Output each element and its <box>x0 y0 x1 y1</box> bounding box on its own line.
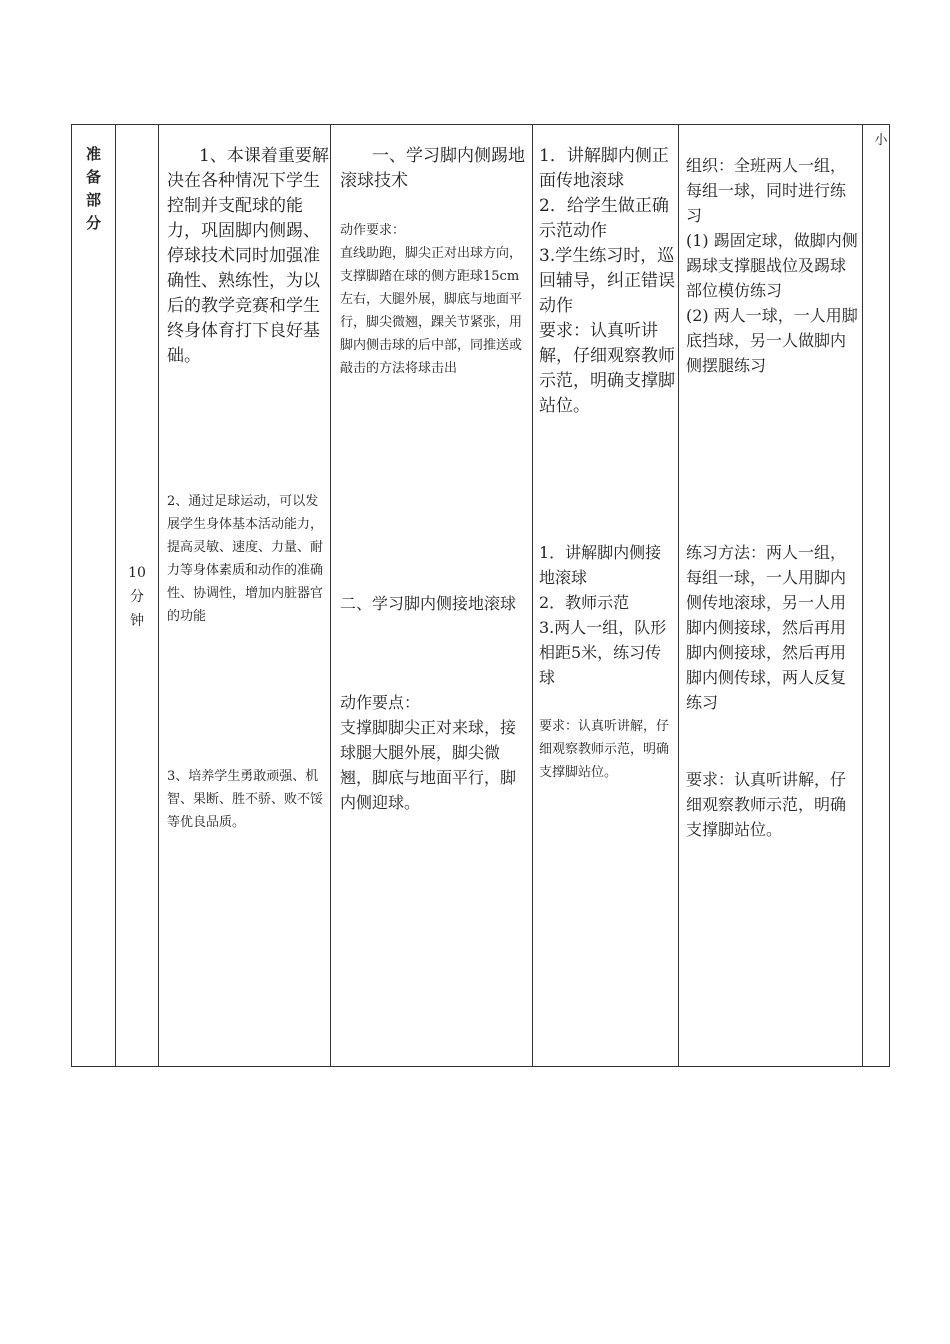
teacher-step: 3.学生练习时，巡回辅导，纠正错误动作 <box>539 246 675 316</box>
student-exercise: (1) 踢固定球，做脚内侧踢球支撑腿战位及踢球部位模仿练习 <box>686 231 858 300</box>
teacher-step: 2．教师示范 <box>539 593 630 612</box>
goal-2: 2、通过足球运动，可以发展学生身体基本活动能力，提高灵敏、速度、力量、耐力等身体素质和动作的准确性、协调性，增加内脏器官的功能 <box>167 494 324 624</box>
time-duration <box>116 561 158 633</box>
section-label-char: 准 <box>85 145 101 163</box>
student-practice-method: 练习方法：两人一组，每组一球，一人用脚内侧传地滚球，另一人用脚内侧接球，然后再用脚内侧接球，然后再用脚内侧传球，两人反复练习 <box>686 543 847 712</box>
topic-1-requirement-text: 直线助跑，脚尖正对出球方向，支撑脚踏在球的侧方距球15cm左右，大腿外展，脚底与地面平行，脚尖微翘，踝关节紧张，用脚内侧击球的后中部，同推送或敲击的方法将球击出 <box>340 246 523 376</box>
time-unit: 钟 <box>130 613 144 629</box>
time-value: 10 <box>128 565 146 581</box>
section-label-char: 分 <box>85 214 101 232</box>
teacher-step: 3.两人一组，队形相距5米，练习传球 <box>539 618 667 687</box>
student-exercise: (2) 两人一球，一人用脚底挡球，另一人做脚内侧摆腿练习 <box>686 306 858 375</box>
topic-1-title: 一、学习脚内侧踢地滚球技术 <box>340 146 525 191</box>
column-divider <box>158 125 159 1066</box>
teacher-requirement: 要求：认真听讲解，仔细观察教师示范，明确支撑脚站位。 <box>539 719 670 780</box>
column-divider <box>330 125 331 1066</box>
section-label-char: 部 <box>85 191 101 209</box>
column-divider <box>532 125 533 1066</box>
teacher-step: 1．讲解脚内侧正面传地滚球 <box>539 146 669 191</box>
time-unit: 分 <box>130 589 144 605</box>
goal-3: 3、培养学生勇敢顽强、机智、果断、胜不骄、败不馁等优良品质。 <box>167 769 324 830</box>
student-organization: 组织：全班两人一组，每组一球，同时进行练习 <box>686 156 847 225</box>
column-divider <box>678 125 679 1066</box>
teacher-requirement: 要求：认真听讲解，仔细观察教师示范，明确支撑脚站位。 <box>539 321 675 416</box>
last-column-text: 小 <box>874 133 888 148</box>
column-divider <box>862 125 863 1066</box>
teacher-step: 2．给学生做正确示范动作 <box>539 196 669 241</box>
goal-1: 1、本课着重要解决在各种情况下学生控制并支配球的能力，巩固脚内侧踢、停球技术同时加强准确性、熟练性，为以后的教学竞赛和学生终身体育打下良好基础。 <box>167 146 329 366</box>
lesson-plan-table <box>71 124 890 1067</box>
student-requirement: 要求：认真听讲解，仔细观察教师示范，明确支撑脚站位。 <box>686 770 847 839</box>
topic-2-title: 二、学习脚内侧接地滚球 <box>340 594 517 613</box>
section-label <box>72 143 115 235</box>
topic-2-points-text: 支撑脚脚尖正对来球，接球腿大腿外展，脚尖微翘，脚底与地面平行，脚内侧迎球。 <box>340 718 517 812</box>
topic-2-points-label: 动作要点： <box>340 693 421 712</box>
topic-1-requirement-label: 动作要求： <box>340 223 406 238</box>
section-label-char: 备 <box>85 168 101 186</box>
teacher-step: 1．讲解脚内侧接地滚球 <box>539 543 662 587</box>
